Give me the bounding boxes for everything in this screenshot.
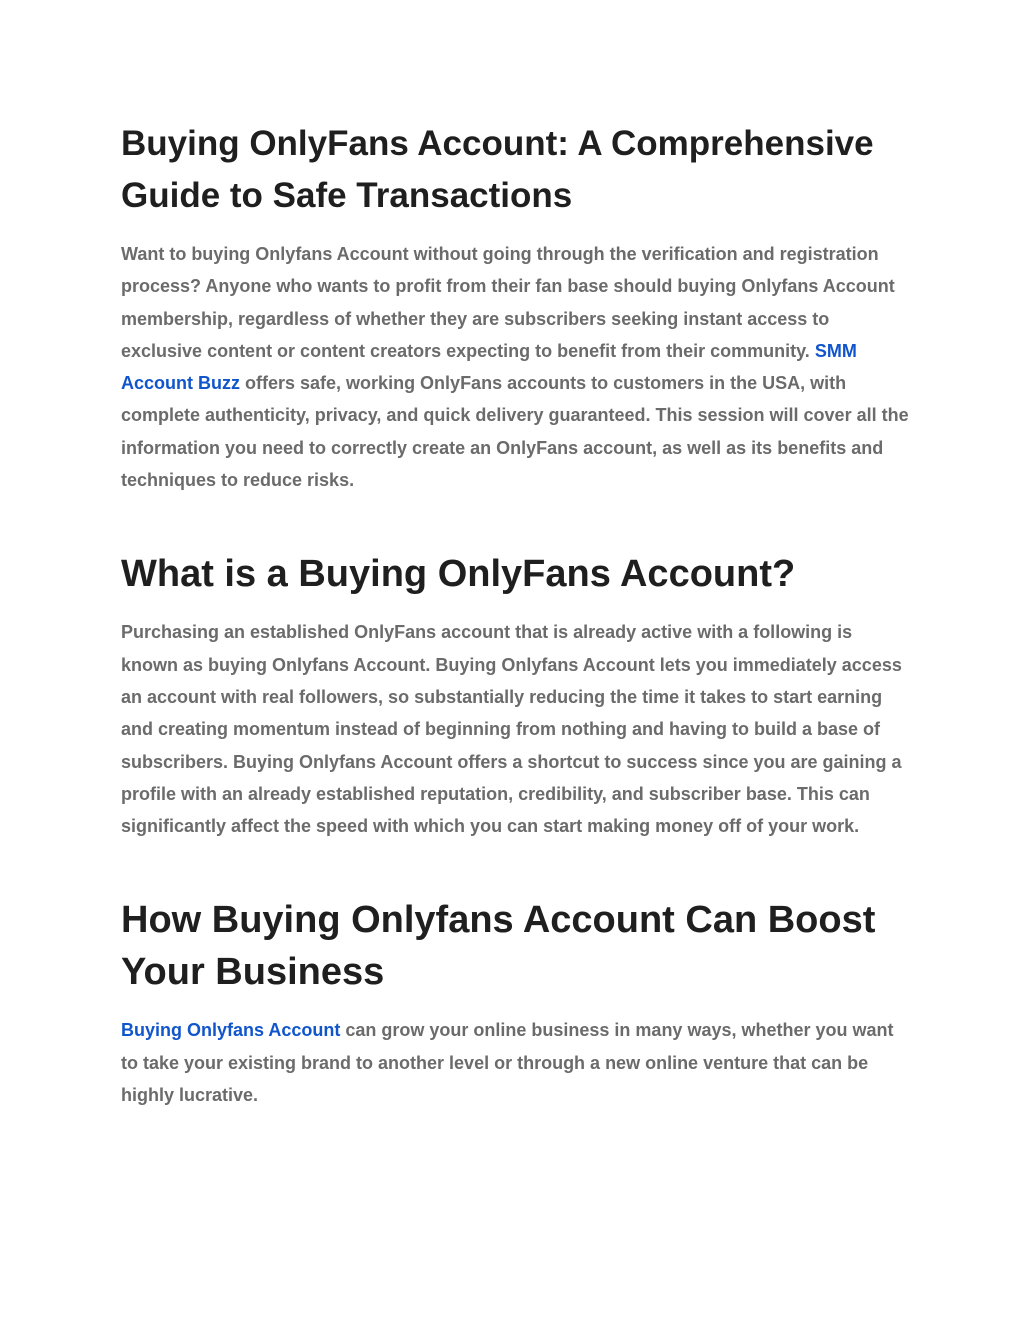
document-page bbox=[121, 118, 911, 1111]
smm-account-buzz-link[interactable]: SMM Account Buzz bbox=[121, 340, 857, 394]
intro-text-after: offers safe, working OnlyFans accounts to customers in the USA, with complete authenticity, privacy, and quick delivery guaranteed. This session will cover all the information you need to correctly create an OnlyFans account, as well as its benefits and techniques to reduce risks. bbox=[121, 373, 909, 491]
section-how-boost-text: can grow your online business in many ways, whether you want to take your existing brand to another level or through a new online venture that can be highly lucrative. bbox=[121, 1020, 894, 1106]
intro-text-before: Want to buying Onlyfans Account without going through the verification and registration process? Anyone who wants to profit from their fan base should buying Onlyfans Account membership, regardless of whether they are subscribers seeking instant access to exclusive content or content creators expecting to benefit from their community. bbox=[121, 244, 895, 361]
section-how-boost-paragraph bbox=[121, 1014, 911, 1111]
intro-paragraph bbox=[121, 238, 911, 496]
buying-onlyfans-account-link[interactable]: Buying Onlyfans Account bbox=[121, 1020, 341, 1041]
section-heading-what-is: What is a Buying OnlyFans Account? bbox=[121, 553, 796, 596]
page-title: Buying OnlyFans Account: A Comprehensive Guide to Safe Transactions bbox=[121, 124, 874, 215]
section-heading-how-boost: How Buying Onlyfans Account Can Boost Your Business bbox=[121, 899, 876, 994]
section-what-is-paragraph: Purchasing an established OnlyFans account that is already active with a following is known as buying Onlyfans Account. Buying Onlyfans Account lets you immediately access an account with real followers, so substantially reducing the time it takes to start earning and creating momentum instead of beginning from nothing and having to build a base of subscribers. Buying Onlyfans Account offers a shortcut to success since you are gaining a profile with an already established reputation, credibility, and subscriber base. This can significantly affect the speed with which you can start making money off of your work. bbox=[121, 622, 902, 837]
